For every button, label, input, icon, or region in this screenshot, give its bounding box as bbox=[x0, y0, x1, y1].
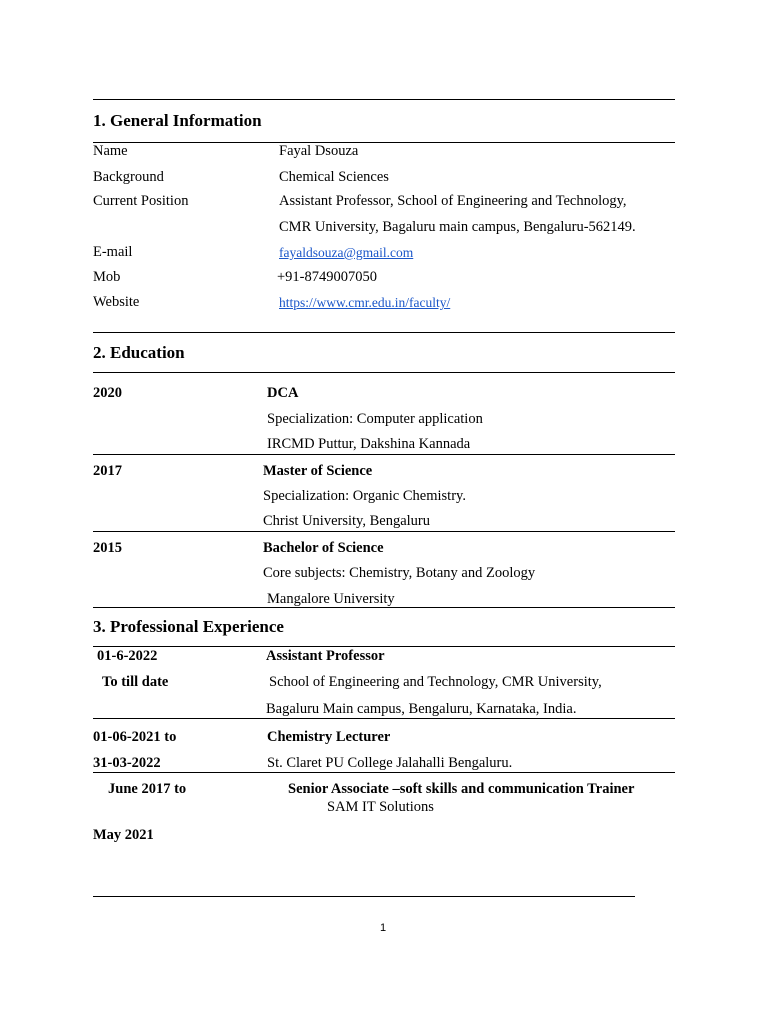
experience-role: Assistant Professor bbox=[266, 648, 385, 664]
education-institution: IRCMD Puttur, Dakshina Kannada bbox=[267, 436, 471, 452]
experience-role: Senior Associate –soft skills and communication Trainer bbox=[288, 781, 635, 797]
mobile-value: +91-8749007050 bbox=[277, 269, 378, 285]
education-degree: Master of Science bbox=[263, 463, 373, 479]
current-position-label: Current Position bbox=[93, 193, 189, 209]
education-divider bbox=[93, 372, 675, 373]
education-institution: Christ University, Bengaluru bbox=[263, 513, 430, 529]
name-label: Name bbox=[93, 143, 128, 159]
experience-organization: School of Engineering and Technology, CMR University, bbox=[269, 674, 602, 690]
website-label: Website bbox=[93, 294, 140, 310]
education-bottom-divider bbox=[93, 607, 675, 608]
current-position-value-line2: CMR University, Bagaluru main campus, Bengaluru-562149. bbox=[279, 219, 636, 235]
general-info-bottom-divider bbox=[93, 332, 675, 333]
experience-start-date: 01-06-2021 to bbox=[93, 729, 177, 745]
education-degree: Bachelor of Science bbox=[263, 540, 384, 556]
education-specialization: Specialization: Organic Chemistry. bbox=[263, 488, 466, 504]
top-divider bbox=[93, 99, 675, 100]
education-row-divider bbox=[93, 531, 675, 532]
background-label: Background bbox=[93, 169, 164, 185]
experience-organization: St. Claret PU College Jalahalli Bengaluru. bbox=[267, 755, 513, 771]
page-number: 1 bbox=[380, 922, 387, 934]
email-label: E-mail bbox=[93, 244, 133, 260]
experience-role: Chemistry Lecturer bbox=[267, 729, 391, 745]
experience-end-date: To till date bbox=[102, 674, 169, 690]
email-link[interactable]: fayaldsouza@gmail.com bbox=[279, 245, 414, 260]
education-row-divider bbox=[93, 454, 675, 455]
education-institution: Mangalore University bbox=[267, 591, 395, 607]
experience-row-divider bbox=[93, 718, 675, 719]
background-value: Chemical Sciences bbox=[279, 169, 389, 185]
experience-divider bbox=[93, 646, 675, 647]
experience-end-date: May 2021 bbox=[93, 827, 154, 843]
experience-location: Bagaluru Main campus, Bengaluru, Karnataka, India. bbox=[266, 701, 577, 717]
experience-end-date: 31-03-2022 bbox=[93, 755, 161, 771]
website-link[interactable]: https://www.cmr.edu.in/faculty/ bbox=[279, 295, 451, 310]
experience-organization: SAM IT Solutions bbox=[327, 799, 434, 815]
current-position-value: Assistant Professor, School of Engineering and Technology, bbox=[279, 193, 627, 209]
experience-start-date: June 2017 to bbox=[108, 781, 187, 797]
footer-divider bbox=[93, 896, 635, 897]
education-year: 2015 bbox=[93, 540, 122, 556]
experience-start-date: 01-6-2022 bbox=[97, 648, 158, 664]
education-year: 2020 bbox=[93, 385, 122, 401]
general-info-divider bbox=[93, 142, 675, 143]
experience-heading: 3. Professional Experience bbox=[93, 617, 284, 636]
name-value: Fayal Dsouza bbox=[279, 143, 359, 159]
experience-row-divider bbox=[93, 772, 675, 773]
education-year: 2017 bbox=[93, 463, 122, 479]
mobile-label: Mob bbox=[93, 269, 121, 285]
education-subjects: Core subjects: Chemistry, Botany and Zoology bbox=[263, 565, 536, 581]
general-info-heading: 1. General Information bbox=[93, 111, 262, 130]
education-degree: DCA bbox=[267, 385, 299, 401]
education-heading: 2. Education bbox=[93, 343, 185, 362]
education-specialization: Specialization: Computer application bbox=[267, 411, 483, 427]
